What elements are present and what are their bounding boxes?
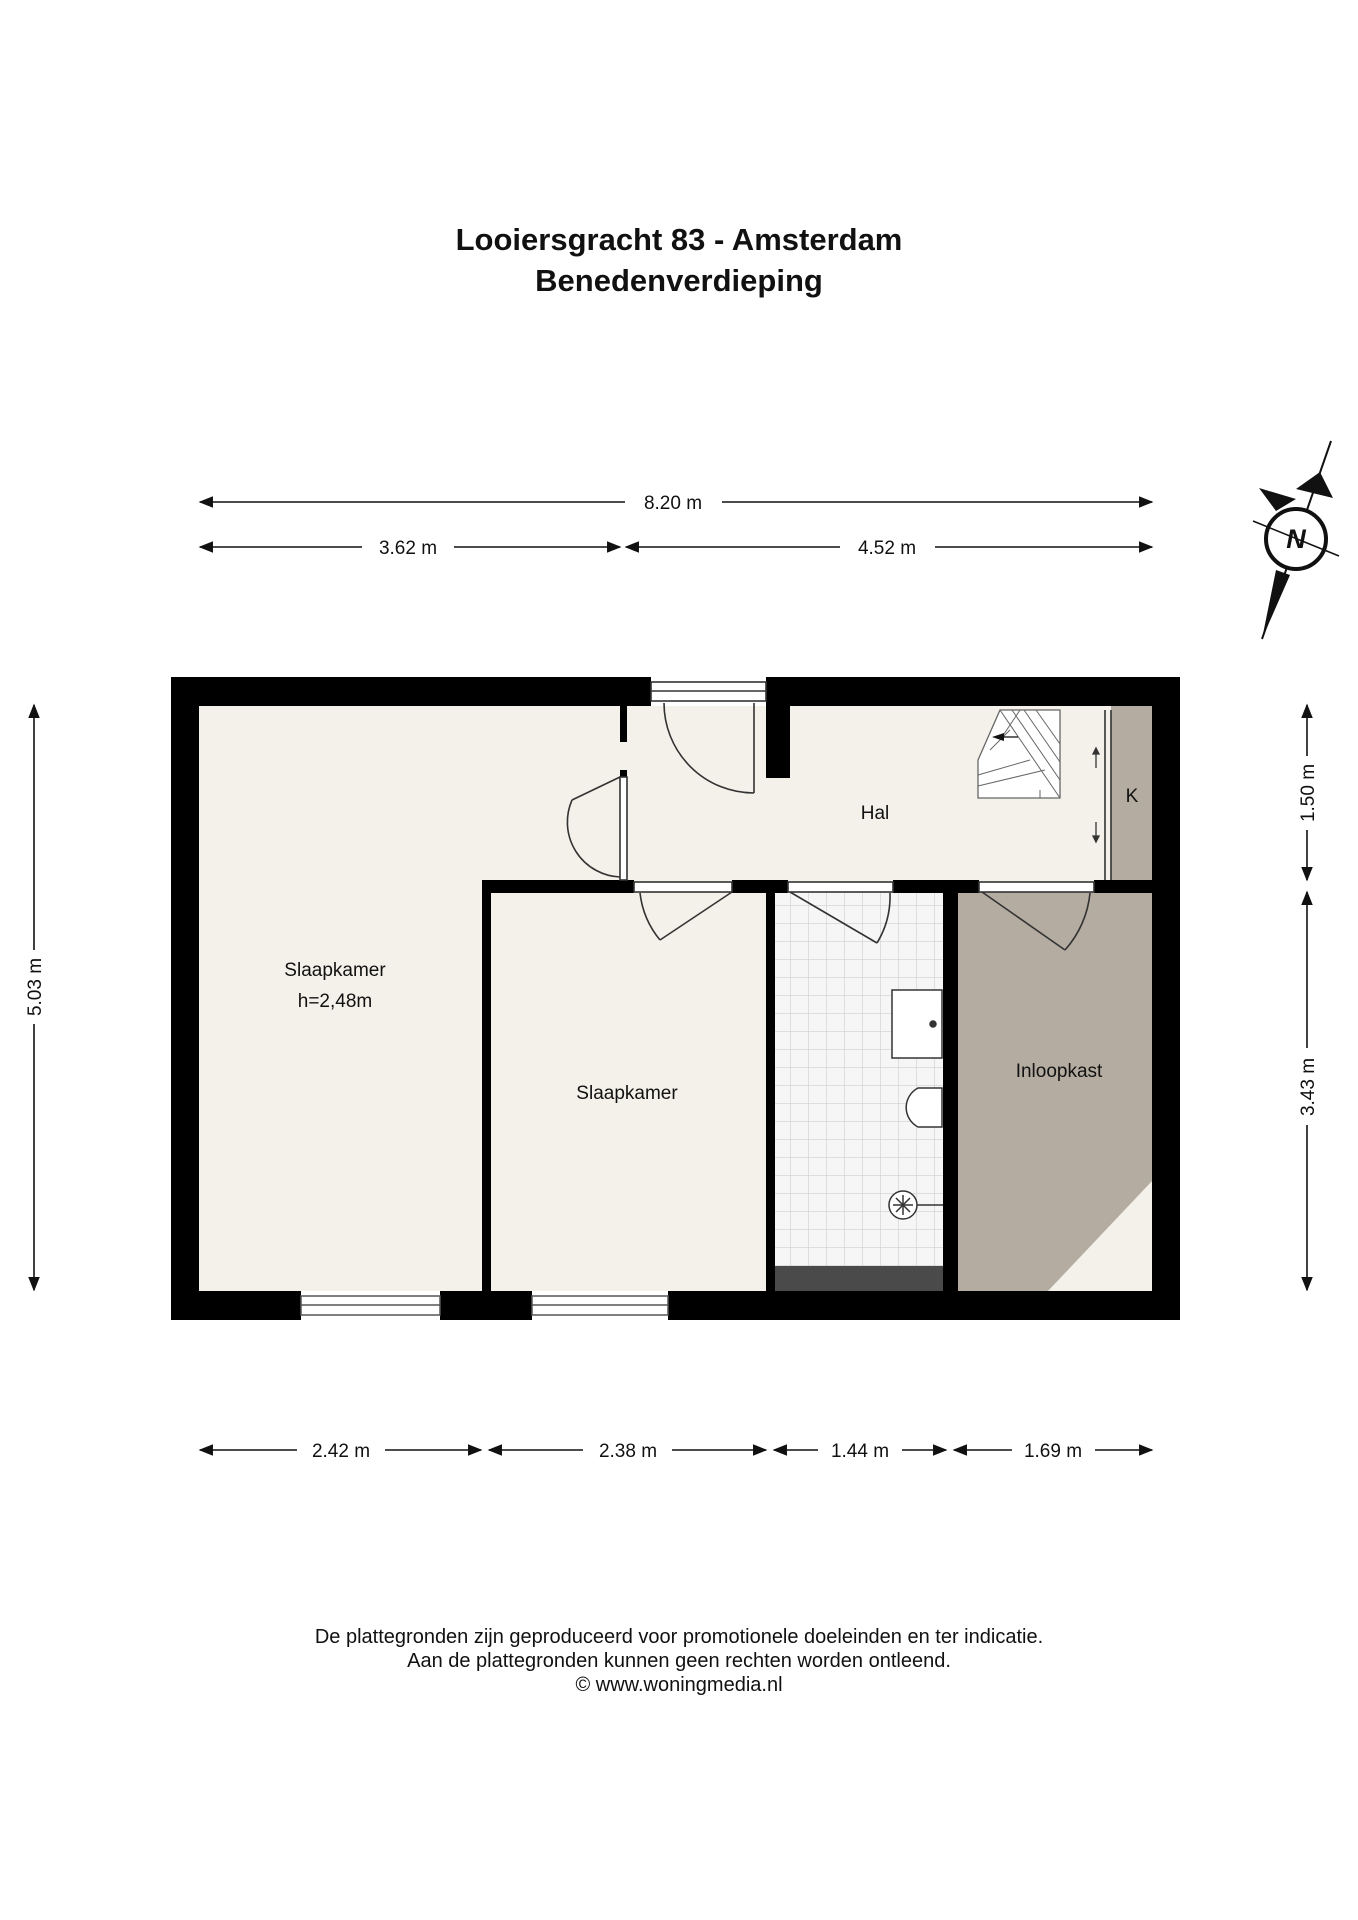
dimension-right-top: [1298, 705, 1319, 880]
dimension-right-bottom: [1298, 892, 1319, 1290]
dimension-label: 3.62 m: [378, 538, 438, 559]
room-height-label: h=2,48m: [297, 991, 373, 1012]
dimension-label: 2.38 m: [598, 1441, 658, 1462]
dimension-label: 3.43 m: [1298, 1057, 1319, 1117]
disclaimer-line-2: Aan de plattegronden kunnen geen rechten worden ontleend.: [407, 1650, 951, 1672]
bathroom-ledge: [773, 1266, 945, 1291]
dimension-left-height: [25, 705, 46, 1290]
toilet-icon: [906, 1088, 942, 1127]
copyright-line: © www.woningmedia.nl: [575, 1674, 783, 1696]
dimension-bottom-1: [200, 1441, 481, 1462]
dimension-bottom-2: [489, 1441, 766, 1462]
room-label-slaapkamer-1: Slaapkamer: [284, 960, 386, 981]
dimension-label: 1.69 m: [1023, 1441, 1083, 1462]
dimension-label: 1.50 m: [1298, 763, 1319, 823]
dimension-top-right: [626, 538, 1152, 559]
room-label-hal: Hal: [860, 803, 890, 824]
dimension-bottom-4: [954, 1441, 1152, 1462]
dimension-label: 2.42 m: [311, 1441, 371, 1462]
dimension-label: 1.44 m: [830, 1441, 890, 1462]
dimension-label: 4.52 m: [857, 538, 917, 559]
room-label-kast: K: [1125, 786, 1139, 807]
plan-title: Looiersgracht 83 - Amsterdam: [455, 222, 903, 257]
dimension-bottom-3: [774, 1441, 946, 1462]
dimension-top-left: [200, 538, 620, 559]
room-label-inloopkast: Inloopkast: [1015, 1061, 1103, 1082]
compass-north-label: N: [1286, 524, 1306, 554]
north-compass-icon: [1253, 441, 1339, 639]
plan-subtitle: Benedenverdieping: [535, 263, 823, 298]
bathroom-floor: [773, 888, 945, 1266]
disclaimer-line-1: De plattegronden zijn geproduceerd voor promotionele doeleinden en ter indicatie.: [314, 1626, 1044, 1648]
dimension-total-width: [200, 493, 1152, 514]
dimension-label: 8.20 m: [643, 493, 703, 514]
dimension-label: 5.03 m: [25, 957, 46, 1017]
room-label-slaapkamer-2: Slaapkamer: [576, 1083, 678, 1104]
